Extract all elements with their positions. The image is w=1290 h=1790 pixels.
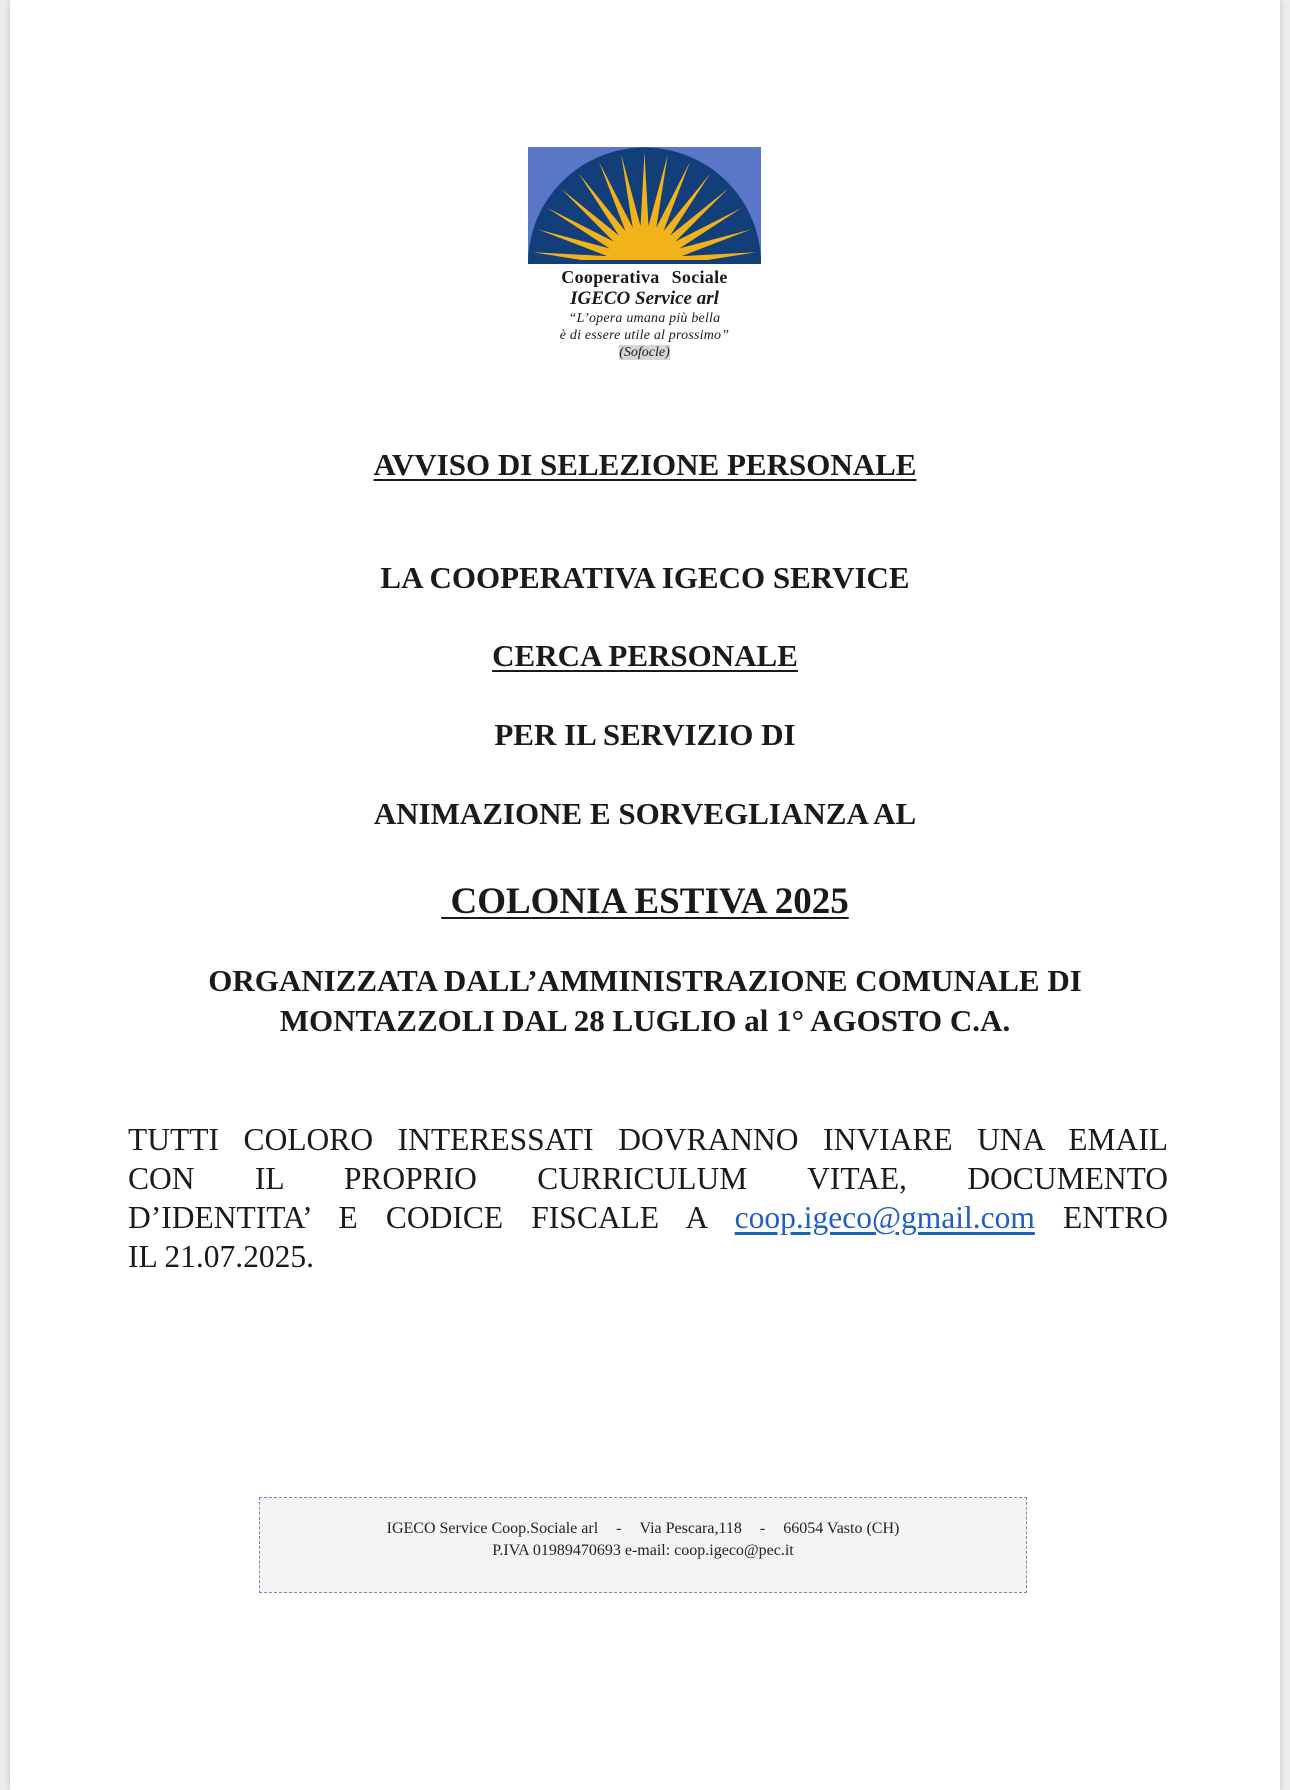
footer-separator: - (616, 1520, 622, 1537)
footer-company-name: IGECO Service Coop.Sociale arl (386, 1520, 599, 1537)
instructions-line-3-start: D’IDENTITA’ E CODICE FISCALE A (128, 1200, 707, 1235)
footer-pec-email: coop.igeco@pec.it (674, 1542, 794, 1559)
footer-vat-number: P.IVA 01989470693 (492, 1542, 621, 1559)
footer-email-label: e-mail: (624, 1542, 671, 1559)
instructions-line-2: CON IL PROPRIO CURRICULUM VITAE, DOCUMENTO (128, 1161, 1168, 1196)
animation-line: ANIMAZIONE E SORVEGLIANZA AL (373, 796, 917, 831)
footer-separator: - (759, 1520, 766, 1537)
logo-cooperativa-text: Cooperativa (561, 267, 660, 287)
notice-title: AVVISO DI SELEZIONE PERSONALE (373, 447, 917, 482)
footer-address: Via Pescara,118 (639, 1520, 742, 1537)
footer-city: 66054 Vasto (CH) (783, 1520, 900, 1537)
document-page (10, 0, 1280, 1790)
logo-motto-author: (Sofocle) (619, 345, 670, 360)
organizer-line-2: MONTAZZOLI DAL 28 LUGLIO al 1° AGOSTO C.A. (279, 1003, 1011, 1038)
cooperative-logo (527, 147, 762, 372)
logo-company-name: IGECO Service arl (570, 288, 719, 309)
footer-contact-box (259, 1497, 1027, 1593)
sunrise-logo-icon (528, 147, 761, 264)
logo-motto-line1: “L’opera umana più bella (568, 311, 721, 326)
deadline-line: IL 21.07.2025. (128, 1239, 315, 1274)
organizer-line-1: ORGANIZZATA DALL’AMMINISTRAZIONE COMUNALE DI (208, 963, 1082, 998)
instructions-line-1: TUTTI COLORO INTERESSATI DOVRANNO INVIARE UNA EMAIL (128, 1122, 1168, 1157)
seeking-staff-line: CERCA PERSONALE (492, 638, 798, 673)
logo-motto-line2: è di essere utile al prossimo” (559, 328, 730, 343)
application-email-link[interactable]: coop.igeco@gmail.com (734, 1200, 1035, 1235)
summer-camp-title: COLONIA ESTIVA 2025 (441, 881, 849, 922)
logo-sociale-text: Sociale (671, 267, 728, 287)
service-line: PER IL SERVIZIO DI (494, 717, 796, 752)
instructions-line-3-end: ENTRO (1063, 1200, 1169, 1235)
cooperative-line: LA COOPERATIVA IGECO SERVICE (380, 560, 910, 595)
instructions-line-3 (128, 1198, 1168, 1238)
